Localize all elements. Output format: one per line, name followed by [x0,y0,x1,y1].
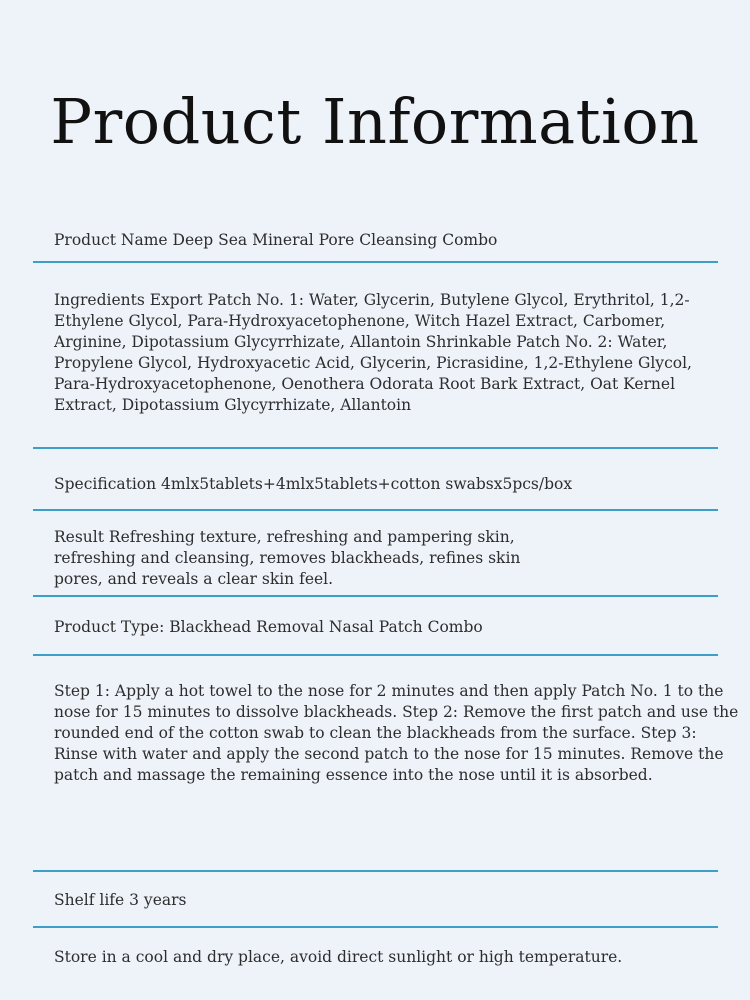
result-text: Result Refreshing texture, refreshing and pampering skin, refreshing and cleansing, removes blackheads, refines skin pores, and reveals a clear skin feel. [54,528,521,588]
product-name-text: Product Name Deep Sea Mineral Pore Cleansing Combo [54,231,498,249]
steps-text: Step 1: Apply a hot towel to the nose for 2 minutes and then apply Patch No. 1 to the nose for 15 minutes to dissolve blackheads. Step 2: Remove the first patch and use the rounded end of the cotton swab to clean the blackheads from the surface. Step 3: Rinse with water and apply the second patch to the nose for 15 minutes. Remove the patch and massage the remaining essence into the nose until it is absorbed. [54,682,739,784]
page-title: Product Information [50,85,700,158]
divider [33,654,718,656]
divider [33,447,718,449]
divider [33,595,718,597]
storage-text: Store in a cool and dry place, avoid direct sunlight or high temperature. [54,948,623,966]
divider [33,509,718,511]
specification-text: Specification 4mlx5tablets+4mlx5tablets+cotton swabsx5pcs/box [54,475,573,493]
shelf-life-text: Shelf life 3 years [54,891,187,909]
divider [33,926,718,928]
divider [33,261,718,263]
ingredients-text: Ingredients Export Patch No. 1: Water, Glycerin, Butylene Glycol, Erythritol, 1,2-Ethylene Glycol, Para-Hydroxyacetophenone, Witch Hazel Extract, Carbomer, Arginine, Dipotassium Glycyrrhizate, Allantoin Shrinkable Patch No. 2: Water, Propylene Glycol, Hydroxyacetic Acid, Glycerin, Picrasidine, 1,2-Ethylene Glycol, Para-Hydroxyacetophenone, Oenothera Odorata Root Bark Extract, Oat Kernel Extract, Dipotassium Glycyrrhizate, Allantoin [54,291,692,414]
product-type-text: Product Type: Blackhead Removal Nasal Patch Combo [54,618,483,636]
divider [33,870,718,872]
